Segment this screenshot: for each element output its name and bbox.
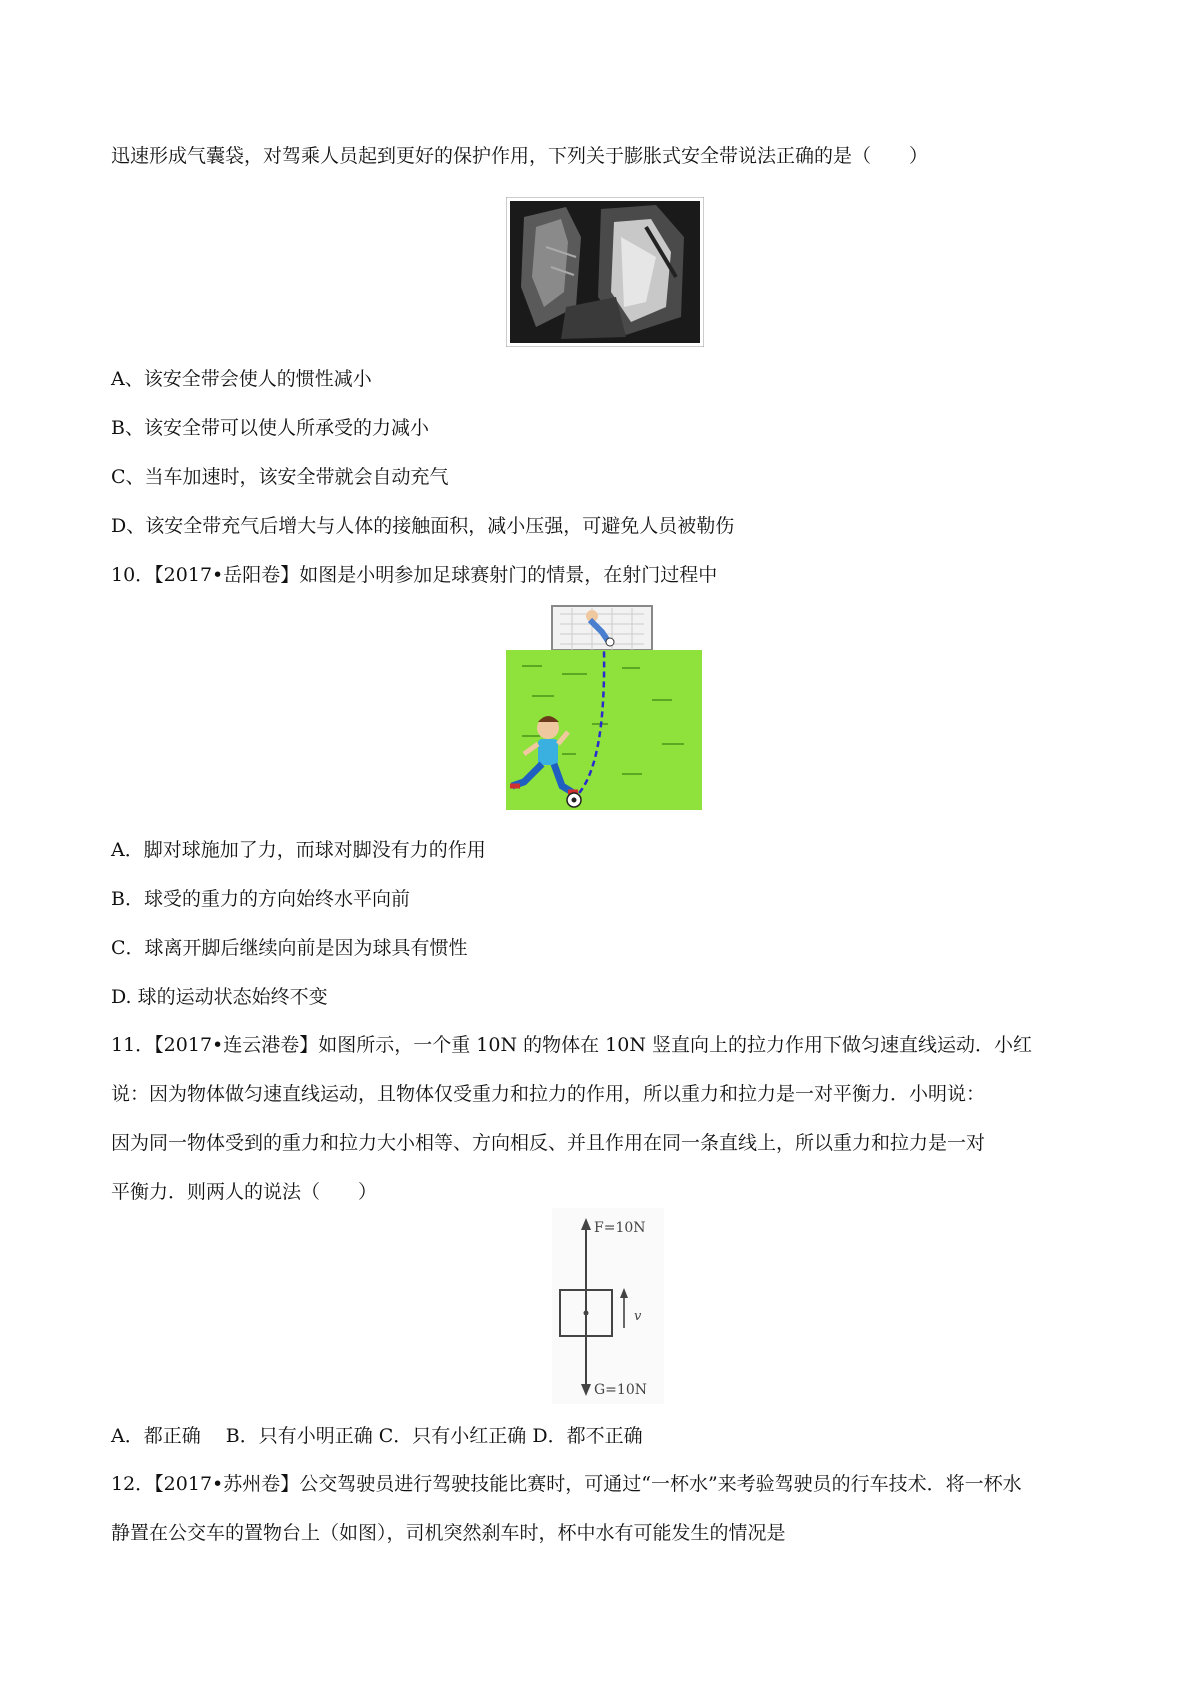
q10-option-d: D. 球的运动状态始终不变: [111, 986, 328, 1008]
force-diagram: [552, 1208, 664, 1408]
q12-line-1: 12．【2017•苏州卷】公交驾驶员进行驾驶技能比赛时，可通过“一杯水”来考验驾驶员的行车技术．将一杯水: [111, 1473, 1022, 1495]
q9-option-c: C、当车加速时，该安全带就会自动充气: [111, 466, 449, 488]
q11-line-2: 说：因为物体做匀速直线运动，且物体仅受重力和拉力的作用，所以重力和拉力是一对平衡力．小明说：: [111, 1083, 986, 1105]
q10-option-b: B．球受的重力的方向始终水平向前: [111, 888, 410, 910]
q10-stem: 10．【2017•岳阳卷】如图是小明参加足球赛射门的情景，在射门过程中: [111, 564, 718, 586]
q9-option-a: A、该安全带会使人的惯性减小: [111, 368, 372, 390]
q12-line-2: 静置在公交车的置物台上（如图），司机突然刹车时，杯中水有可能发生的情况是: [111, 1522, 786, 1544]
f-label: F=10N: [594, 1220, 646, 1236]
q9-intro: 迅速形成气囊袋，对驾乘人员起到更好的保护作用，下列关于膨胀式安全带说法正确的是（ ）: [111, 145, 929, 167]
g-label: G=10N: [594, 1382, 647, 1398]
q10-option-a: A．脚对球施加了力，而球对脚没有力的作用: [111, 839, 486, 861]
car-seat-photo: [506, 197, 704, 351]
v-label: v: [634, 1309, 642, 1324]
q11-line-3: 因为同一物体受到的重力和拉力大小相等、方向相反、并且作用在同一条直线上，所以重力和拉力是一对: [111, 1132, 986, 1154]
q11-line-4: 平衡力．则两人的说法（ ）: [111, 1181, 378, 1203]
q11-answer-options: A．都正确 B．只有小明正确 C．只有小红正确 D．都不正确: [111, 1425, 643, 1447]
q11-line-1: 11．【2017•连云港卷】如图所示，一个重 10N 的物体在 10N 竖直向上的拉力作用下做匀速直线运动．小红: [111, 1034, 1033, 1056]
q10-option-c: C．球离开脚后继续向前是因为球具有惯性: [111, 937, 468, 959]
q9-option-d: D、该安全带充气后增大与人体的接触面积，减小压强，可避免人员被勒伤: [111, 515, 735, 537]
soccer-shot-illustration: [502, 604, 704, 816]
q9-option-b: B、该安全带可以使人所承受的力减小: [111, 417, 429, 439]
